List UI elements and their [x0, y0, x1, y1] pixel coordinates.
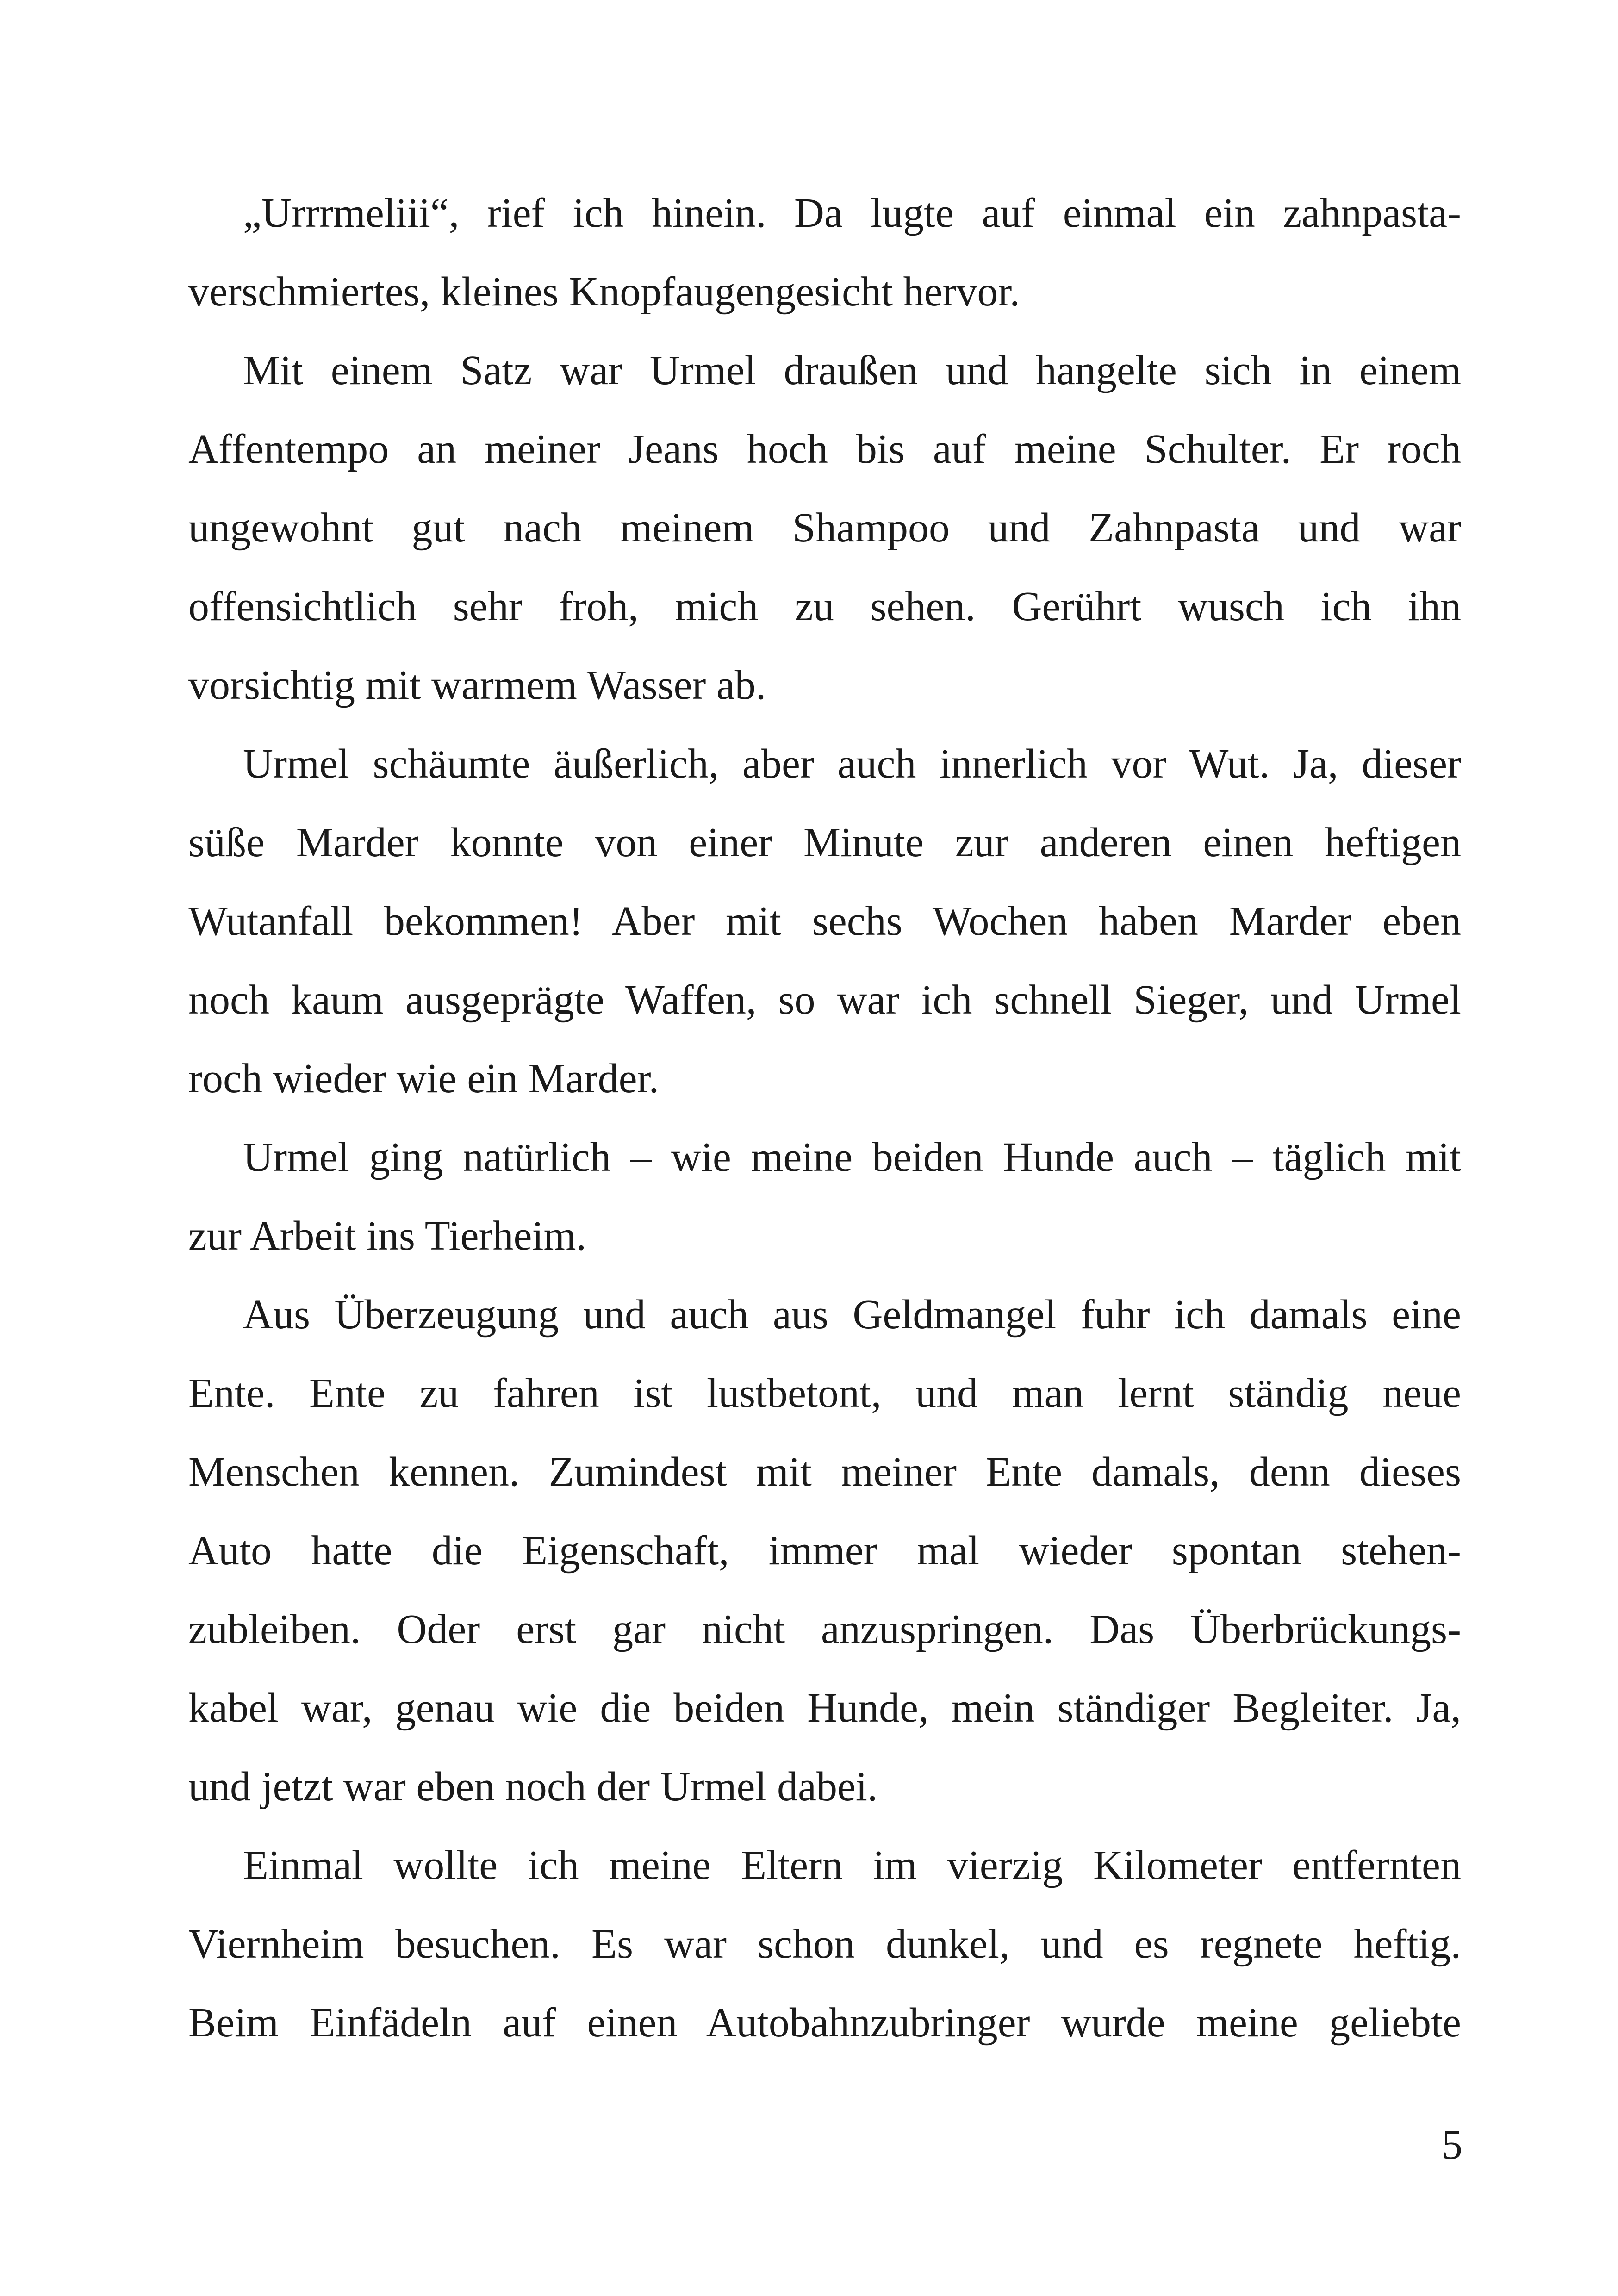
text-line: kabel war, genau wie die beiden Hunde, mein ständiger Begleiter. Ja,	[188, 1685, 1461, 1731]
page-number: 5	[1442, 2122, 1462, 2168]
text-line: zur Arbeit ins Tierheim.	[188, 1213, 586, 1259]
text-line: Einmal wollte ich meine Eltern im vierzig Kilometer entfernten	[243, 1842, 1461, 1888]
text-line: Beim Einfädeln auf einen Autobahnzubringer wurde meine geliebte	[188, 2000, 1461, 2046]
text-line: süße Marder konnte von einer Minute zur anderen einen heftigen	[188, 820, 1461, 865]
text-line: Mit einem Satz war Urmel draußen und hangelte sich in einem	[243, 348, 1461, 393]
text-line: Auto hatte die Eigenschaft, immer mal wieder spontan stehen-	[188, 1528, 1461, 1574]
text-line: Affentempo an meiner Jeans hoch bis auf meine Schulter. Er roch	[188, 426, 1461, 472]
text-line: zubleiben. Oder erst gar nicht anzuspringen. Das Überbrückungs-	[188, 1606, 1461, 1652]
text-line: ungewohnt gut nach meinem Shampoo und Zahnpasta und war	[188, 505, 1461, 551]
text-line: Urmel ging natürlich – wie meine beiden Hunde auch – täglich mit	[243, 1134, 1461, 1180]
text-line: vorsichtig mit warmem Wasser ab.	[188, 662, 766, 708]
text-line: „Urrrmeliii“, rief ich hinein. Da lugte auf einmal ein zahnpasta-	[243, 190, 1461, 236]
text-line: Menschen kennen. Zumindest mit meiner Ente damals, denn dieses	[188, 1449, 1461, 1495]
text-line: verschmiertes, kleines Knopfaugengesicht hervor.	[188, 269, 1020, 315]
text-line: Aus Überzeugung und auch aus Geldmangel fuhr ich damals eine	[243, 1292, 1461, 1338]
text-line: Wutanfall bekommen! Aber mit sechs Wochen haben Marder eben	[188, 898, 1461, 944]
text-line: Ente. Ente zu fahren ist lustbetont, und man lernt ständig neue	[188, 1370, 1461, 1416]
text-line: offensichtlich sehr froh, mich zu sehen. Gerührt wusch ich ihn	[188, 584, 1461, 629]
text-line: und jetzt war eben noch der Urmel dabei.	[188, 1764, 878, 1810]
text-line: Urmel schäumte äußerlich, aber auch innerlich vor Wut. Ja, dieser	[243, 741, 1461, 787]
text-line: roch wieder wie ein Marder.	[188, 1056, 660, 1101]
text-line: noch kaum ausgeprägte Waffen, so war ich schnell Sieger, und Urmel	[188, 977, 1461, 1023]
text-line: Viernheim besuchen. Es war schon dunkel, und es regnete heftig.	[188, 1921, 1461, 1967]
